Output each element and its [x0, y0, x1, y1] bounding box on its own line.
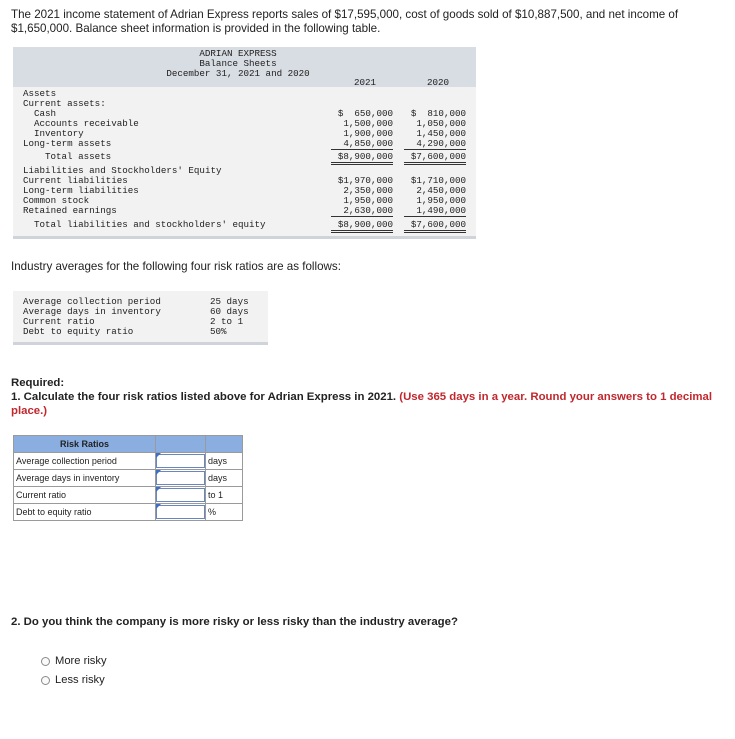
average-collection-period-cell — [156, 453, 206, 470]
current-assets-heading: Current assets: — [23, 98, 106, 109]
average-days-in-inventory-cell — [156, 470, 206, 487]
row-label-total-assets: Total assets — [45, 151, 112, 162]
option-label: More risky — [55, 655, 107, 667]
lta-2021: 4,850,000 — [331, 138, 393, 150]
ratio-unit: days — [206, 453, 243, 470]
problem-intro: The 2021 income statement of Adrian Express reports sales of $17,595,000, cost of goods sold of $10,887,500, and net income of $1,650,000. Balance sheet information is provided in the following table. — [11, 8, 679, 35]
industry-label-collection: Average collection period — [23, 296, 161, 307]
cl-2020: $1,710,000 — [410, 175, 466, 186]
ratio-unit: to 1 — [206, 487, 243, 504]
cash-2021: $ 650,000 — [337, 108, 393, 119]
ar-2020: 1,050,000 — [416, 118, 466, 129]
current-ratio-cell — [156, 487, 206, 504]
row-label-inventory: Inventory — [34, 128, 84, 139]
question-2-text: 2. Do you think the company is more risky or less risky than the industry average? — [11, 616, 458, 628]
ratio-unit: days — [206, 470, 243, 487]
ltl-2020: 2,450,000 — [416, 185, 466, 196]
input-marker-icon — [156, 470, 161, 475]
required-section — [11, 376, 726, 418]
year-2021-header: 2021 — [353, 77, 377, 88]
row-label-accounts-receivable: Accounts receivable — [34, 118, 139, 129]
industry-value-debt-equity: 50% — [210, 326, 227, 337]
required-heading: Required: — [11, 377, 65, 389]
risk-ratios-header: Risk Ratios — [14, 436, 156, 453]
liabilities-equity-heading: Liabilities and Stockholders' Equity — [23, 165, 222, 176]
input-marker-icon — [156, 453, 161, 458]
total-le-2020: $7,600,000 — [404, 219, 466, 233]
industry-value-collection: 25 days — [210, 296, 249, 307]
option-label: Less risky — [55, 674, 105, 686]
average-collection-period-input[interactable] — [156, 454, 205, 468]
debt-to-equity-cell — [156, 504, 206, 521]
option-more-risky[interactable] — [41, 655, 107, 667]
total-assets-2020: $7,600,000 — [404, 151, 466, 165]
industry-label-debt-equity: Debt to equity ratio — [23, 326, 134, 337]
radio-button-icon[interactable] — [41, 676, 50, 685]
table-row — [14, 470, 243, 487]
risk-ratios-table — [13, 435, 243, 521]
company-name: ADRIAN EXPRESS — [199, 48, 277, 59]
average-days-in-inventory-input[interactable] — [156, 471, 205, 485]
total-le-2021: $8,900,000 — [331, 219, 393, 233]
lta-2020: 4,290,000 — [404, 138, 466, 150]
industry-averages-table — [13, 291, 268, 345]
row-label-cash: Cash — [34, 108, 57, 119]
balance-sheet-bottom-rule — [13, 236, 476, 239]
option-less-risky[interactable] — [41, 674, 105, 686]
row-label-total-liabilities-equity: Total liabilities and stockholders' equity — [34, 219, 266, 230]
ratio-label: Current ratio — [14, 487, 156, 504]
industry-value-inventory: 60 days — [210, 306, 249, 317]
row-label-retained-earnings: Retained earnings — [23, 205, 117, 216]
assets-heading: Assets — [23, 88, 57, 99]
risk-ratios-header-blank-unit — [206, 436, 243, 453]
industry-intro: Industry averages for the following four risk ratios are as follows: — [11, 260, 341, 273]
statement-date: December 31, 2021 and 2020 — [166, 68, 310, 79]
total-assets-2021: $8,900,000 — [331, 151, 393, 165]
debt-to-equity-input[interactable] — [156, 505, 205, 519]
row-label-common-stock: Common stock — [23, 195, 90, 206]
industry-label-inventory: Average days in inventory — [23, 306, 161, 317]
radio-button-icon[interactable] — [41, 657, 50, 666]
ratio-label: Average days in inventory — [14, 470, 156, 487]
cash-2020: $ 810,000 — [410, 108, 466, 119]
ratio-label: Debt to equity ratio — [14, 504, 156, 521]
question-2 — [11, 616, 458, 628]
ratio-label: Average collection period — [14, 453, 156, 470]
row-label-long-term-liabilities: Long-term liabilities — [23, 185, 139, 196]
statement-title: Balance Sheets — [199, 58, 277, 69]
ar-2021: 1,500,000 — [343, 118, 393, 129]
balance-sheet-table — [13, 47, 476, 239]
question-1-text: 1. Calculate the four risk ratios listed above for Adrian Express in 2021. — [11, 391, 397, 403]
row-label-long-term-assets: Long-term assets — [23, 138, 112, 149]
ratio-unit: % — [206, 504, 243, 521]
re-2020: 1,490,000 — [404, 205, 466, 217]
cs-2021: 1,950,000 — [343, 195, 393, 206]
industry-value-current-ratio: 2 to 1 — [210, 316, 244, 327]
table-row — [14, 504, 243, 521]
ltl-2021: 2,350,000 — [343, 185, 393, 196]
inventory-2020: 1,450,000 — [416, 128, 466, 139]
industry-label-current-ratio: Current ratio — [23, 316, 95, 327]
cl-2021: $1,970,000 — [337, 175, 393, 186]
row-label-current-liabilities: Current liabilities — [23, 175, 128, 186]
input-marker-icon — [156, 487, 161, 492]
table-row — [14, 453, 243, 470]
table-row — [14, 487, 243, 504]
cs-2020: 1,950,000 — [416, 195, 466, 206]
year-2020-header: 2020 — [426, 77, 450, 88]
input-marker-icon — [156, 504, 161, 509]
re-2021: 2,630,000 — [331, 205, 393, 217]
risk-ratios-header-blank — [156, 436, 206, 453]
question-1-note: (Use 365 days in a year. Round your answers to 1 decimal place.) — [11, 391, 713, 417]
inventory-2021: 1,900,000 — [343, 128, 393, 139]
current-ratio-input[interactable] — [156, 488, 205, 502]
